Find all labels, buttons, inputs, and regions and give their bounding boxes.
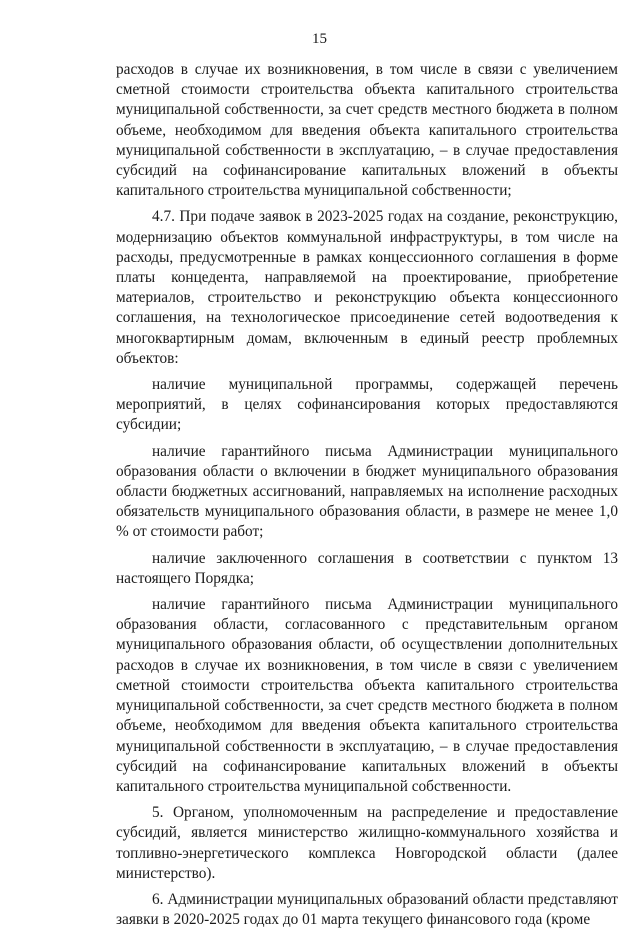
paragraph-6: 6. Администрации муниципальных образований области представляют заявки в 2020-2025 годах до 01 марта текущего финансового года (кроме [116,890,618,929]
paragraph-agreement: наличие заключенного соглашения в соответствии с пунктом 13 настоящего Порядка; [116,549,618,587]
paragraph-guarantee-letter: наличие гарантийного письма Администрации муниципального образования области о включении в бюджет муниципального образования области бюджетных ассигнований, направляемых на исполнение расходных обязательств муниципального образования области, в размере не менее 1,0 % от стоимости работ; [116,442,618,541]
paragraph-continuation: расходов в случае их возникновения, в том числе в связи с увеличением сметной стоимости строительства объекта капитального строительства муниципальной собственности, за счет средств местного бюджета в полном объеме, необходимом для введения объекта капитального строительства муниципальной собственности в эксплуатацию, – в случае предоставления субсидий на софинансирование капитальных вложений в объекты капитального строительства муниципальной собственности; [116,61,618,200]
paragraph-guarantee-letter-additional: наличие гарантийного письма Администрации муниципального образования области, согласованного с представительным органом муниципального образования области, об осуществлении дополнительных расходов в случае их возникновения, в том числе в связи с увеличением сметной стоимости строительства объекта капитального строительства муниципальной собственности, за счет средств местного бюджета в полном объеме, необходимом для введения объекта капитального строительства муниципальной собственности в эксплуатацию, – в случае предоставления субсидий на софинансирование капитальных вложений в объекты капитального строительства муниципальной собственности. [116,596,618,795]
document-body [116,60,618,930]
paragraph-5: 5. Органом, уполномоченным на распределение и предоставление субсидий, является министерство жилищно-коммунального хозяйства и топливно-энергетического комплекса Новгородской области (далее министерство). [116,804,618,882]
paragraph-4-7: 4.7. При подаче заявок в 2023-2025 годах на создание, реконструкцию, модернизацию объектов коммунальной инфраструктуры, в том числе на расходы, предусмотренные в рамках концессионного соглашения в форме платы концедента, направляемой на проектирование, приобретение материалов, строительство и реконструкцию объекта концессионного соглашения, на технологическое присоединение сетей водоотведения к многоквартирным домам, включенным в единый реестр проблемных объектов: [116,208,618,367]
page-number: 15 [312,31,327,47]
paragraph-program: наличие муниципальной программы, содержащей перечень мероприятий, в целях софинансирования которых предоставляются субсидии; [116,376,618,434]
